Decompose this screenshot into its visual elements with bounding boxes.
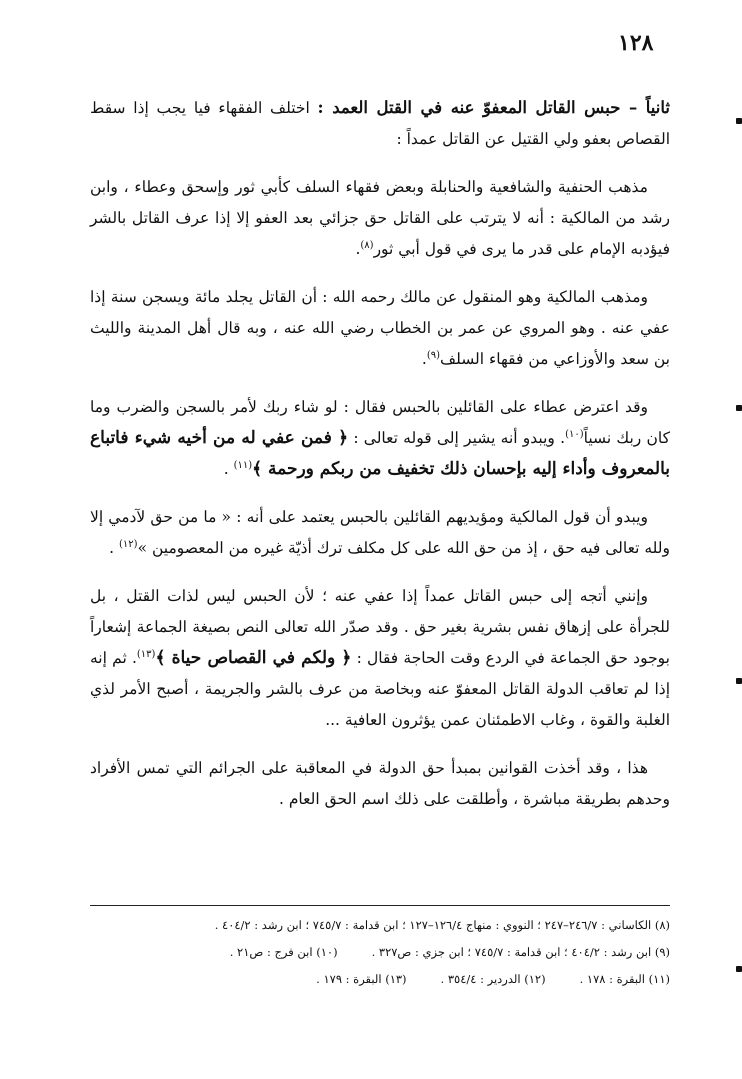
paragraph — [90, 753, 670, 815]
margin-mark — [736, 678, 742, 684]
paragraph-text: . — [355, 240, 361, 258]
margin-mark — [736, 405, 742, 411]
paragraph — [90, 502, 670, 564]
footnote-ref: (١٢) — [119, 538, 138, 550]
paragraph-heading — [90, 92, 670, 155]
paragraph-text: وقد اعترض عطاء على القائلين بالحبس فقال : لو شاء ربك لأمر بالسجن والضرب وما كان ربك نسياً — [90, 398, 670, 447]
paragraph-text: ومذهب المالكية وهو المنقول عن مالك رحمه الله : أن القاتل يجلد مائة ويسجن سنة إذا عفي عنه . وهو المروي عن عمر بن الخطاب رضي الله عنه ، وبه قال أهل المدينة والليث بن سعد والأوزاعي من فقهاء السلف — [90, 288, 670, 368]
section-heading: ثانياً – حبس القاتل المعفوّ عنه في القتل العمد : — [317, 98, 670, 117]
paragraph-text: ويبدو أن قول المالكية ومؤيديهم القائلين بالحبس يعتمد على أنه : « ما من حق لآدمي إلا ولله تعالى فيه حق ، إذ من حق الله على كل مكلف ترك أذيّة غيره من المعصومين » — [90, 508, 670, 557]
footnote-ref: (١١) — [233, 459, 253, 471]
quran-verse: ﴿ ولكم في القصاص حياة ﴾ — [155, 648, 352, 668]
footnote: (١٣) البقرة : ١٧٩ . — [316, 972, 407, 986]
paragraph — [90, 581, 670, 736]
footnote-ref: (١٠) — [565, 428, 584, 440]
paragraph-text: . ثم إنه إذا لم تعاقب الدولة القاتل المعفوّ عنه وبخاصة من عرف بالشر والجريمة ، أصبح الأمر لذي الغلبة والقوة ، وغاب الاطمئنان عمن يؤثرون العافية ... — [90, 649, 670, 729]
footnote-row — [90, 966, 670, 993]
footnote-row — [90, 912, 670, 939]
paragraph-text: اختلف الفقهاء فيا يجب إذا سقط القصاص بعفو ولي القتيل عن القاتل عمداً : — [90, 99, 670, 148]
paragraph — [90, 282, 670, 375]
paragraph-text: . — [223, 460, 234, 478]
paragraph-text: هذا ، وقد أخذت القوانين بمبدأ حق الدولة في المعاقبة على الجرائم التي تمس الأفراد وحدهم بطريقة مباشرة ، وأطلقت على ذلك اسم الحق العام . — [90, 759, 670, 808]
footnote-row — [90, 939, 670, 966]
page-number: ١٢٨ — [618, 30, 654, 56]
paragraph-text: . — [421, 350, 427, 368]
footnote: (٩) ابن رشد : ٤٠٤/٢ ؛ ابن قدامة : ٧٤٥/٧ ؛ ابن جزي : ص٣٢٧ . — [371, 945, 670, 959]
margin-mark — [736, 118, 742, 124]
paragraph-text: . ويبدو أنه يشير إلى قوله تعالى : — [348, 429, 566, 447]
paragraph — [90, 172, 670, 265]
footnote: (٨) الكاساني : ٢٤٦/٧–٢٤٧ ؛ النووي : منهاج ١٢٦/٤–١٢٧ ؛ ابن قدامة : ٧٤٥/٧ ؛ ابن رشد : ٤٠٤/٢ . — [214, 918, 670, 932]
paragraph-text: مذهب الحنفية والشافعية والحنابلة وبعض فقهاء السلف كأبي ثور وإسحق وعطاء ، وابن رشد من المالكية : أنه لا يترتب على القاتل حق جزائي بعد العفو إلا إذا عرف القاتل بالشر فيؤدبه الإمام على قدر ما يرى في قول أبي ثور — [90, 178, 670, 258]
footnote: (١٠) ابن فرج : ص٢١ . — [229, 945, 338, 959]
footnote: (١١) البقرة : ١٧٨ . — [579, 972, 670, 986]
paragraph-text: . — [109, 539, 119, 557]
footnote: (١٢) الدردير : ٣٥٤/٤ . — [440, 972, 546, 986]
footnote-ref: (٨) — [360, 239, 374, 251]
quran-verse: ﴿ فمن عفي له من أخيه شيء فاتباع بالمعروف وأداء إليه بإحسان ذلك تخفيف من ربكم ورحمة ﴾ — [90, 428, 670, 479]
footnote-divider — [90, 905, 670, 906]
body-text — [90, 92, 670, 832]
paragraph — [90, 392, 670, 485]
footnote-ref: (١٣) — [136, 648, 156, 660]
footnotes — [90, 912, 670, 993]
paragraph-text: وإنني أتجه إلى حبس القاتل عمداً إذا عفي عنه ؛ لأن الحبس ليس لذات القتل ، بل للجرأة على إزهاق نفس بشرية بغير حق . وقد صدّر الله تعالى النص بصيغة الجماعة إشعاراً بوجود حق الجماعة في الردع وقت الحاجة فقال : — [90, 587, 670, 667]
footnote-ref: (٩) — [426, 349, 441, 361]
margin-mark — [736, 966, 742, 972]
